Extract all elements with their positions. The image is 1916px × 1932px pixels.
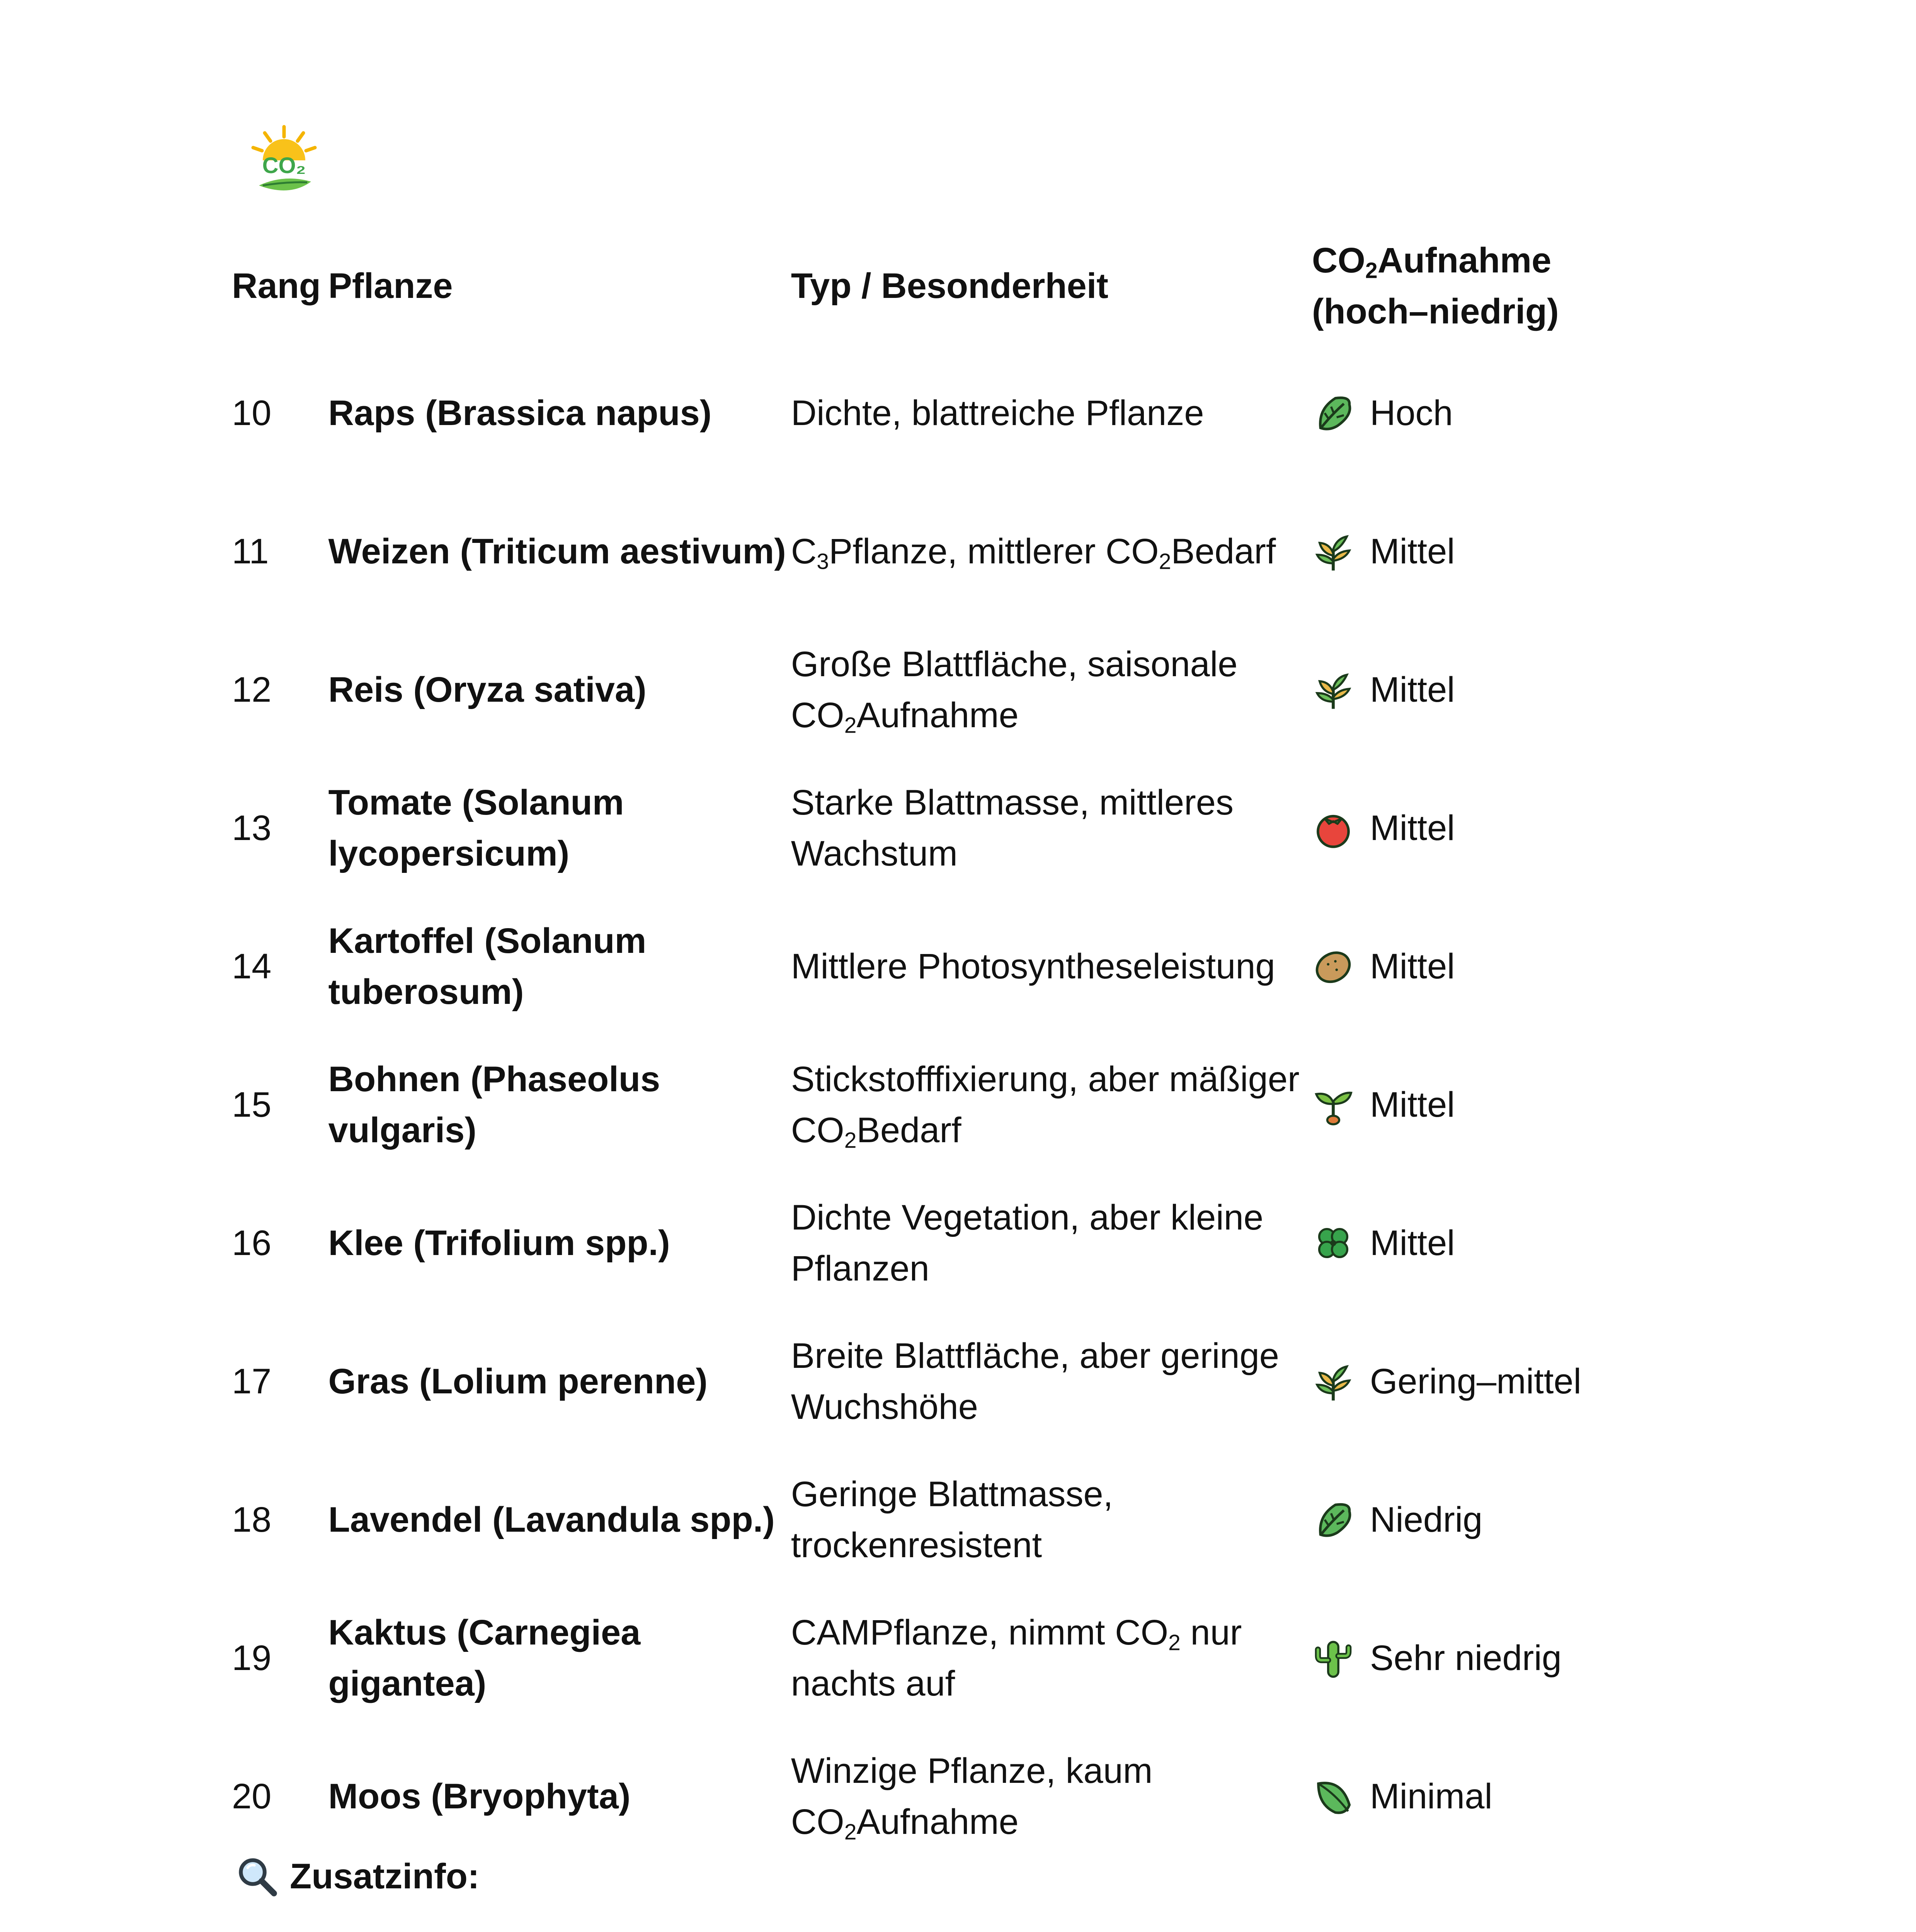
co2-logo [247, 124, 321, 201]
col-header-co2-range: (hoch–niedrig) [1312, 292, 1559, 331]
col-header-co2 [1312, 228, 1639, 344]
rank-cell: 10 [232, 393, 272, 433]
info-list [236, 1929, 1666, 1932]
plant-name-cell: Reis (Oryza sativa) [328, 670, 647, 709]
col-header-rank: Rang [232, 266, 321, 306]
table-row [232, 482, 1639, 621]
logo-text: CO₂ [262, 153, 306, 178]
co2-level-label: Minimal [1370, 1777, 1492, 1816]
co2-level-label: Mittel [1370, 532, 1455, 571]
plant-name-cell: Lavendel (Lavandula spp.) [328, 1500, 775, 1539]
info-list-item [348, 1929, 1666, 1932]
info-title: Zusatzinfo: [290, 1857, 480, 1896]
rank-cell: 11 [232, 532, 269, 571]
info-heading [236, 1851, 1666, 1902]
table-row [232, 1174, 1639, 1312]
plant-name-cell: Tomate (Solanum lycopersicum) [328, 783, 624, 873]
rank-cell: 18 [232, 1500, 272, 1539]
table-row [232, 344, 1639, 482]
type-cell: CAMPflanze, nimmt $CO_2$ nur nachts auf [791, 1613, 1242, 1703]
type-cell: Dichte, blattreiche Pflanze [791, 393, 1204, 433]
co2-level-label: Niedrig [1370, 1500, 1483, 1539]
table-row [232, 1451, 1639, 1589]
col-header-co2-b: Aufnahme [1377, 241, 1552, 280]
co2-level-label: Mittel [1370, 670, 1455, 709]
tomato-icon [1312, 807, 1354, 849]
co2-level-cell [1312, 1036, 1639, 1174]
potato-icon [1312, 945, 1354, 988]
plant-name-cell: Gras (Lolium perenne) [328, 1362, 708, 1401]
type-cell: Winzige Pflanze, kaum $CO_2Aufnahme$ [791, 1751, 1153, 1845]
rank-cell: 20 [232, 1777, 272, 1816]
co2-level-cell [1312, 482, 1639, 621]
co2-level-label: Gering–mittel [1370, 1362, 1581, 1401]
type-cell: $C_3Pflanze$, mittlerer $CO_2Bedarf$ [791, 532, 1276, 574]
plant-name-cell: Kartoffel (Solanum tuberosum) [328, 921, 647, 1012]
col-header-type: Typ / Besonderheit [791, 266, 1109, 306]
co2-level-cell [1312, 1451, 1639, 1589]
rank-cell: 17 [232, 1362, 272, 1401]
plant-name-cell: Klee (Trifolium spp.) [328, 1223, 670, 1263]
cactus-icon [1312, 1637, 1354, 1679]
rank-cell: 15 [232, 1085, 272, 1124]
co2-level-label: Hoch [1370, 393, 1453, 433]
co2-level-cell [1312, 344, 1639, 482]
rank-cell: 19 [232, 1638, 272, 1678]
wheat-icon [1312, 1360, 1354, 1403]
plant-name-cell: Moos (Bryophyta) [328, 1777, 631, 1816]
co2-level-cell [1312, 1727, 1639, 1866]
co2-level-label: Mittel [1370, 947, 1455, 986]
wheat-icon [1312, 530, 1354, 573]
plant-name-cell: Kaktus (Carnegiea gigantea) [328, 1613, 641, 1703]
table-row [232, 1589, 1639, 1727]
type-cell: Breite Blattfläche, aber geringe Wuchshöhe [791, 1336, 1279, 1427]
co2-level-cell [1312, 759, 1639, 897]
col-header-co2-a: CO [1312, 241, 1365, 280]
co2-level-cell [1312, 1174, 1639, 1312]
wheat-icon [1312, 668, 1354, 711]
additional-info [236, 1851, 1666, 1932]
table-row [232, 1312, 1639, 1451]
table-row [232, 897, 1639, 1036]
type-cell: Starke Blattmasse, mittleres Wachstum [791, 783, 1234, 873]
table-header-row [232, 228, 1639, 344]
clover-icon [1312, 1222, 1354, 1264]
co2-level-label: Mittel [1370, 1223, 1455, 1263]
leaf-icon [1312, 1775, 1354, 1818]
type-cell: Mittlere Photosyntheseleistung [791, 947, 1275, 986]
col-header-co2-sub: 2 [1365, 258, 1378, 283]
co2-level-cell [1312, 1589, 1639, 1727]
rank-cell: 14 [232, 947, 272, 986]
co2-level-cell [1312, 897, 1639, 1036]
table-body [232, 344, 1639, 1866]
seedling-icon [1312, 1083, 1354, 1126]
leafy-green-icon [1312, 1498, 1354, 1541]
col-header-plant: Pflanze [328, 266, 453, 306]
table-row [232, 621, 1639, 759]
co2-level-cell [1312, 621, 1639, 759]
type-cell: Große Blattfläche, saisonale $CO_2Aufnahme$ [791, 645, 1238, 738]
plant-name-cell: Weizen (Triticum aestivum) [328, 532, 786, 571]
co2-level-label: Mittel [1370, 808, 1455, 848]
type-cell: Dichte Vegetation, aber kleine Pflanzen [791, 1198, 1264, 1288]
plant-name-cell: Bohnen (Phaseolus vulgaris) [328, 1060, 660, 1150]
plant-co2-table [232, 228, 1639, 1866]
rank-cell: 16 [232, 1223, 272, 1263]
plant-name-cell: Raps (Brassica napus) [328, 393, 712, 433]
rank-cell: 12 [232, 670, 272, 709]
leafy-green-icon [1312, 392, 1354, 434]
table-row [232, 1036, 1639, 1174]
type-cell: Geringe Blattmasse, trockenresistent [791, 1475, 1113, 1565]
table-row [232, 759, 1639, 897]
type-cell: Stickstofffixierung, aber mäßiger $CO_2Bedarf$ [791, 1060, 1300, 1153]
rank-cell: 13 [232, 808, 272, 848]
magnifier-icon [236, 1855, 278, 1898]
co2-level-label: Mittel [1370, 1085, 1455, 1124]
table-row [232, 1727, 1639, 1866]
co2-level-cell [1312, 1312, 1639, 1451]
co2-level-label: Sehr niedrig [1370, 1638, 1562, 1678]
